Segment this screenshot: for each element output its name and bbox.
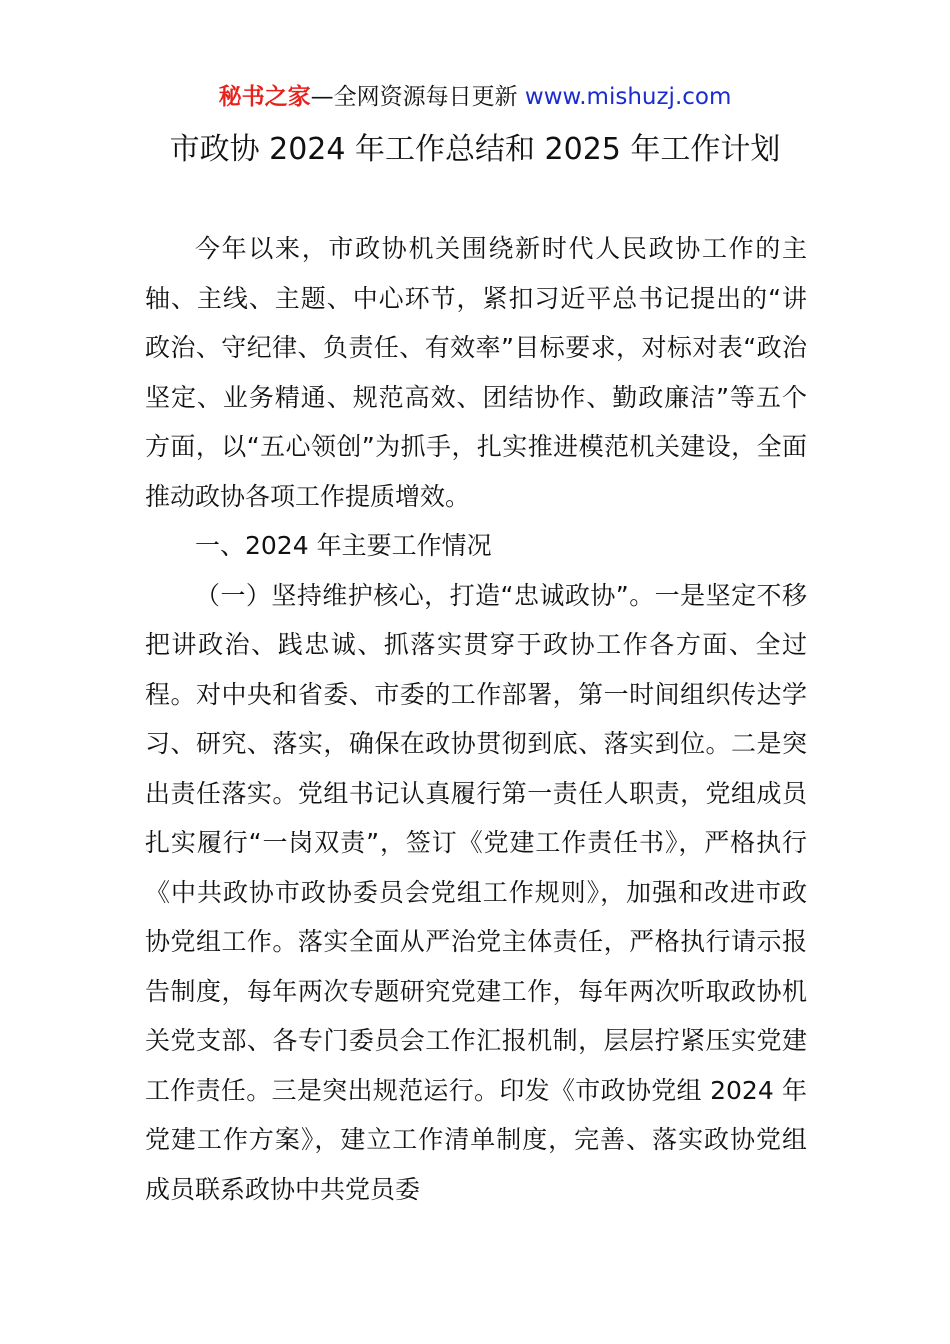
document-title: 市政协 2024 年工作总结和 2025 年工作计划 (169, 132, 781, 167)
intro-paragraph: 今年以来，市政协机关围绕新时代人民政协工作的主轴、主线、主题、中心环节，紧扣习近平总书记提出的“讲政治、守纪律、负责任、有效率”目标要求，对标对表“政治坚定、业务精通、规范高效、团结协作、勤政廉洁”等五个方面，以“五心领创”为抓手，扎实推进模范机关建设，全面推动政协各项工作提质增效。 (145, 234, 807, 511)
banner-url-link[interactable]: www.mishuzj.com (524, 84, 732, 110)
body-paragraph: （一）坚持维护核心，打造“忠诚政协”。一是坚定不移把讲政治、践忠诚、抓落实贯穿于政协工作各方面、全过程。对中央和省委、市委的工作部署，第一时间组织传达学习、研究、落实，确保在政协贯彻到底、落实到位。二是突出责任落实。党组书记认真履行第一责任人职责，党组成员扎实履行“一岗双责”，签订《党建工作责任书》，严格执行《中共政协市政协委员会党组工作规则》，加强和改进市政协党组工作。落实全面从严治党主体责任，严格执行请示报告制度，每年两次专题研究党建工作，每年两次听取政协机关党支部、各专门委员会工作汇报机制，层层拧紧压实党建工作责任。三是突出规范运行。印发《市政协党组 2024 年党建工作方案》，建立工作清单制度，完善、落实政协党组成员联系政协中共党员委 (145, 580, 807, 1204)
banner-brand: 秘书之家 (218, 84, 311, 110)
site-banner (0, 80, 950, 114)
document-body (145, 224, 807, 1214)
banner-tagline: —全网资源每日更新 (310, 84, 525, 110)
section-heading: 一、2024 年主要工作情况 (195, 531, 492, 560)
